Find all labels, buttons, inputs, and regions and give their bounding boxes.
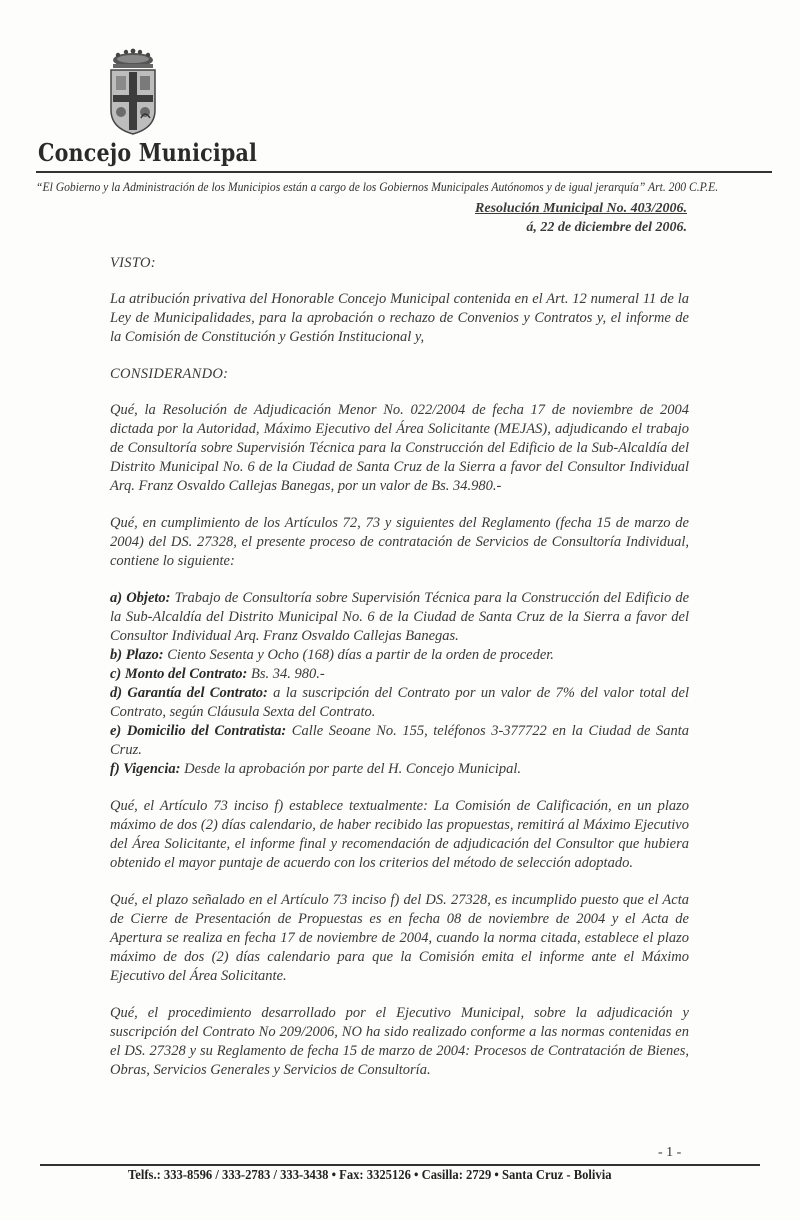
list-item bbox=[110, 722, 689, 760]
item-text: Bs. 34. 980.- bbox=[247, 666, 325, 682]
item-label: d) Garantía del Contrato: bbox=[110, 685, 268, 701]
item-label: a) Objeto: bbox=[110, 590, 171, 606]
considerando-paragraph-1: Qué, la Resolución de Adjudicación Menor No. 022/2004 de fecha 17 de noviembre de 2004 dictada por la Autoridad, Máximo Ejecutivo del Área Solicitante (MEJAS), adjudicando el trabajo de Consultoría sobre Supervisión Técnica para la Construcción del Edificio de la Sub-Alcaldía del Distrito Municipal No. 6 de la Ciudad de Santa Cruz de la Sierra a favor del Consultor Individual Arq. Franz Osvaldo Callejas Banegas, por un valor de Bs. 34.980.- bbox=[110, 402, 689, 494]
item-text: a la suscripción del Contrato por un valor de 7% del valor total del Contrato, según Cláusula Sexta del Contrato. bbox=[110, 685, 689, 720]
list-item bbox=[110, 589, 689, 646]
item-text: Calle Seoane No. 155, teléfonos 3-377722 en la Ciudad de Santa Cruz. bbox=[110, 723, 690, 758]
resolution-date: á, 22 de diciembre del 2006. bbox=[526, 220, 687, 235]
item-label: b) Plazo: bbox=[110, 647, 164, 663]
page-number: - 1 - bbox=[658, 1145, 682, 1160]
item-label: f) Vigencia: bbox=[110, 761, 181, 777]
visto-paragraph: La atribución privativa del Honorable Concejo Municipal contenida en el Art. 12 numeral 11 de la Ley de Municipalidades, para la aprobación o rechazo de Convenios y Contratos y, el informe de la Comisión de Constitución y Gestión Institucional y, bbox=[110, 291, 689, 345]
header-divider bbox=[36, 171, 772, 173]
footer-contact: Telfs.: 333-8596 / 333-2783 / 333-3438 • Fax: 3325126 • Casilla: 2729 • Santa Cruz - Bolivia bbox=[128, 1168, 612, 1183]
item-label: c) Monto del Contrato: bbox=[110, 666, 248, 682]
item-label: e) Domicilio del Contratista: bbox=[110, 723, 287, 739]
item-text: Ciento Sesenta y Ocho (168) días a partir de la orden de proceder. bbox=[163, 647, 554, 663]
list-item bbox=[110, 646, 689, 665]
organization-name: Concejo Municipal bbox=[38, 138, 258, 167]
visto-heading: VISTO: bbox=[110, 255, 156, 271]
item-text: Trabajo de Consultoría sobre Supervisión Técnica para la Construcción del Edificio de la Sub-Alcaldía del Distrito Municipal No. 6 de la Ciudad de Santa Cruz de la Sierra a favor del Consultor Individual Arq. Franz Osvaldo Callejas Banegas. bbox=[110, 590, 690, 644]
motto-quote: “El Gobierno y la Administración de los Municipios están a cargo de los Gobiernos Municipales Autónomos y de igual jerarquía” Art. 200 C.P.E. bbox=[36, 180, 719, 194]
document-body bbox=[110, 254, 689, 1098]
considerando-heading: CONSIDERANDO: bbox=[110, 366, 229, 382]
considerando-paragraph-5: Qué, el procedimiento desarrollado por el Ejecutivo Municipal, sobre la adjudicación y suscripción del Contrato No 209/2006, NO ha sido realizado conforme a las normas contenidas en el DS. 27328 y su Reglamento de fecha 15 de marzo de 2004: Procesos de Contratación de Bienes, Obras, Servicios Generales y Servicios de Consultoría. bbox=[110, 1005, 689, 1078]
considerando-paragraph-3: Qué, el Artículo 73 inciso f) establece textualmente: La Comisión de Calificación, en un plazo máximo de dos (2) días calendario, de haber recibido las propuestas, remitirá al Máximo Ejecutivo del Área Solicitante, el informe final y recomendación de adjudicación del Consultor que hubiera obtenido el mayor puntaje de acuerdo con los criterios del método de selección adoptado. bbox=[110, 798, 689, 871]
municipal-crest-logo bbox=[106, 48, 160, 136]
footer-divider bbox=[40, 1164, 760, 1166]
list-item bbox=[110, 684, 689, 722]
list-item bbox=[110, 665, 689, 684]
considerando-paragraph-4: Qué, el plazo señalado en el Artículo 73 inciso f) del DS. 27328, es incumplido puesto que el Acta de Cierre de Presentación de Propuestas es en fecha 08 de noviembre de 2004 y el Acta de Apertura se realiza en fecha 17 de noviembre de 2004, cuando la norma citada, establece el plazo máximo de dos (2) días calendario para que la Comisión emita el informe ante el Máximo Ejecutivo del Área Solicitante. bbox=[110, 892, 689, 984]
considerando-paragraph-2: Qué, en cumplimiento de los Artículos 72, 73 y siguientes del Reglamento (fecha 15 de marzo de 2004) del DS. 27328, el presente proceso de contratación de Servicios de Consultoría Individual, contiene lo siguiente: bbox=[110, 515, 689, 569]
resolution-header bbox=[475, 199, 687, 237]
resolution-title: Resolución Municipal No. 403/2006. bbox=[475, 201, 687, 216]
contract-items-list bbox=[110, 589, 689, 779]
item-text: Desde la aprobación por parte del H. Concejo Municipal. bbox=[180, 761, 522, 777]
list-item bbox=[110, 760, 689, 779]
